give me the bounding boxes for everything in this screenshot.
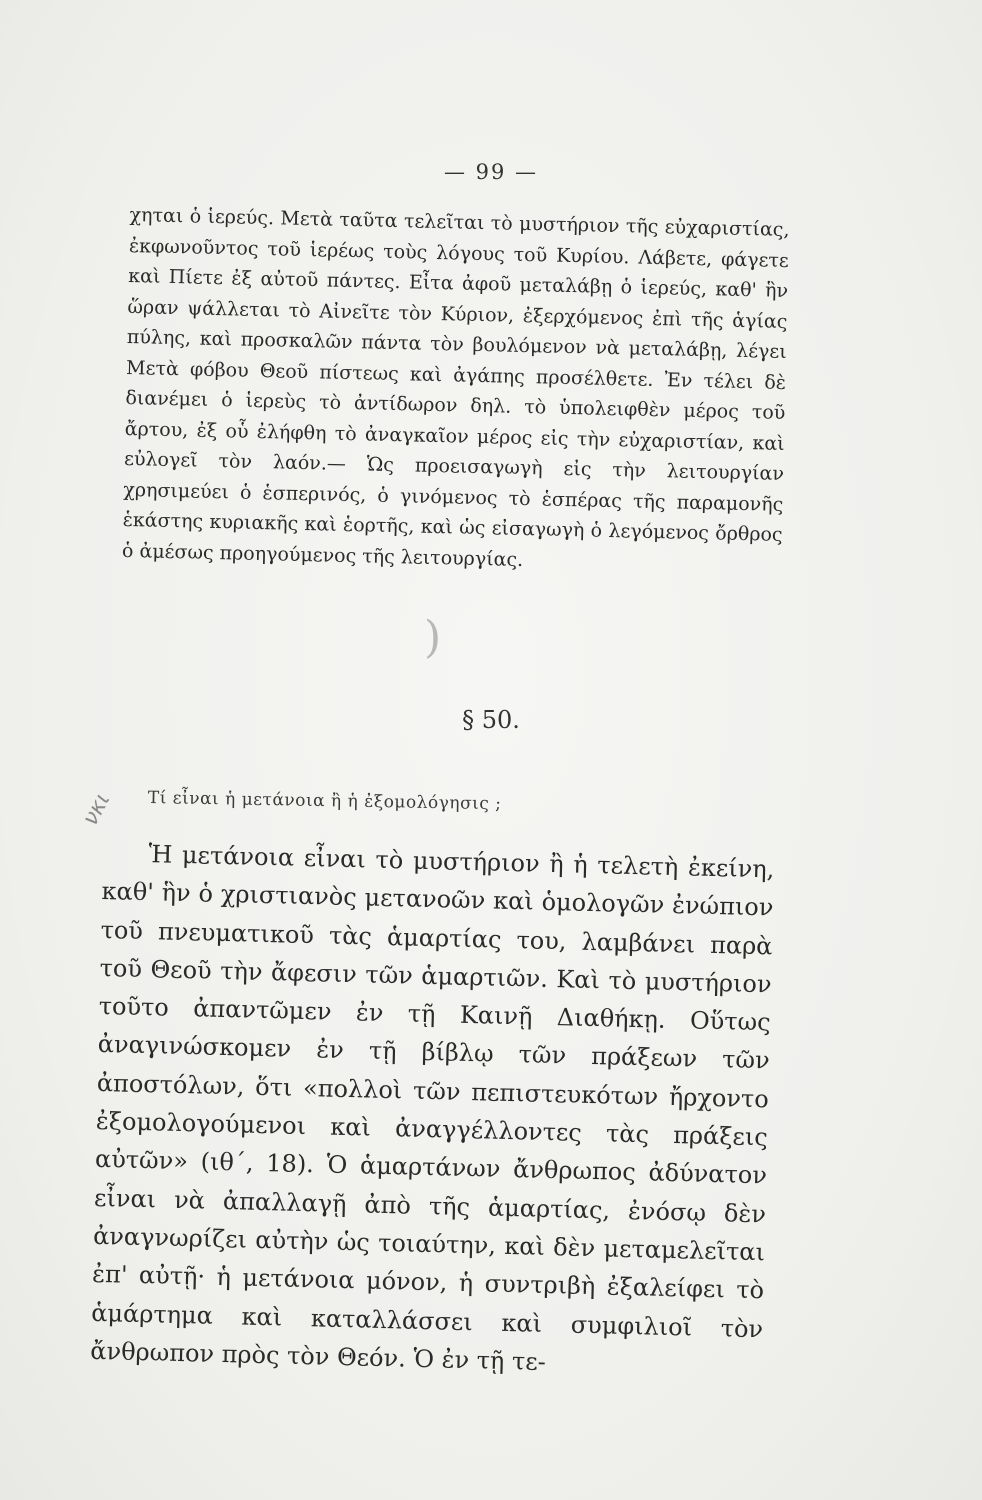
- section-heading: § 50.: [462, 706, 520, 734]
- section-question: Τί εἶναι ἡ μετάνοια ἢ ἡ ἐξομολόγησις ;: [147, 788, 502, 815]
- paragraph-repentance: Ἡ μετάνοια εἶναι τὸ μυστήριον ἢ ἡ τελετὴ ἐκείνη, καθ' ἣν ὁ χριστιανὸς μετανοῶν καὶ ὁμολογῶν ἐνώπιον τοῦ πνευματικοῦ τὰς ἁμαρτίας του, λαμβάνει παρὰ τοῦ Θεοῦ τὴν ἄφεσιν τῶν ἁμαρτιῶν. Καὶ τὸ μυστήριον τοῦτο ἀπαντῶμεν ἐν τῇ Καινῇ Διαθήκῃ. Οὕτως ἀναγινώσκομεν ἐν τῇ βίβλῳ τῶν πράξεων τῶν ἀποστόλων, ὅτι «πολλοὶ τῶν πεπιστευκότων ἤρχοντο ἐξομολογούμενοι καὶ ἀναγγέλλοντες τὰς πράξεις αὐτῶν» (ιθ΄, 18). Ὁ ἁμαρτάνων ἄνθρωπος ἀδύνατον εἶναι νὰ ἀπαλλαγῇ ἀπὸ τῆς ἁμαρτίας, ἐνόσῳ δὲν ἀναγνωρίζει αὐτὴν ὡς τοιαύτην, καὶ δὲν μεταμελεῖται ἐπ' αὐτῇ· ἡ μετάνοια μόνον, ἡ συντριβὴ ἐξαλείφει τὸ ἁμάρτημα καὶ καταλλάσσει καὶ συμφιλιοῖ τὸν ἄνθρωπον πρὸς τὸν Θεόν. Ὁ ἐν τῇ τε-: [90, 840, 775, 1376]
- paragraph-liturgy: χηται ὁ ἱερεύς. Μετὰ ταῦτα τελεῖται τὸ μυστήριον τῆς εὐχαριστίας, ἐκφωνοῦντος τοῦ ἱερέως τοὺς λόγους τοῦ Κυρίου. Λάβετε, φάγετε καὶ Πίετε ἐξ αὐτοῦ πάντες. Εἶτα ἀφοῦ μεταλάβῃ ὁ ἱερεύς, καθ' ἣν ὥραν ψάλλεται τὸ Αἰνεῖτε τὸν Κύριον, ἐξερχόμενος ἐπὶ τῆς ἁγίας πύλης, καὶ προσκαλῶν πάντα τὸν βουλόμενον νὰ μεταλάβῃ, λέγει Μετὰ φόβου Θεοῦ πίστεως καὶ ἀγάπης προσέλθετε. Ἐν τέλει δὲ διανέμει ὁ ἱερεὺς τὸ ἀντίδωρον δηλ. τὸ ὑπολειφθὲν μέρος τοῦ ἄρτου, ἐξ οὗ ἐλήφθη τὸ ἀναγκαῖον μέρος εἰς τὴν εὐχαριστίαν, καὶ εὐλογεῖ τὸν λαόν.— Ὡς προεισαγωγὴ εἰς τὴν λειτουργίαν χρησιμεύει ὁ ἑσπερινός, ὁ γινόμενος τὸ ἑσπέρας τῆς παραμονῆς ἑκάστης κυριακῆς καὶ ἑορτῆς, καὶ ὡς εἰσαγωγὴ ὁ λεγόμενος ὄρθρος ὁ ἀμέσως προηγούμενος τῆς λειτουργίας.: [121, 203, 790, 571]
- page-number: — 99 —: [443, 160, 539, 184]
- handwritten-margin-note: νκι: [78, 789, 116, 830]
- pencil-mark-icon: ): [424, 612, 442, 663]
